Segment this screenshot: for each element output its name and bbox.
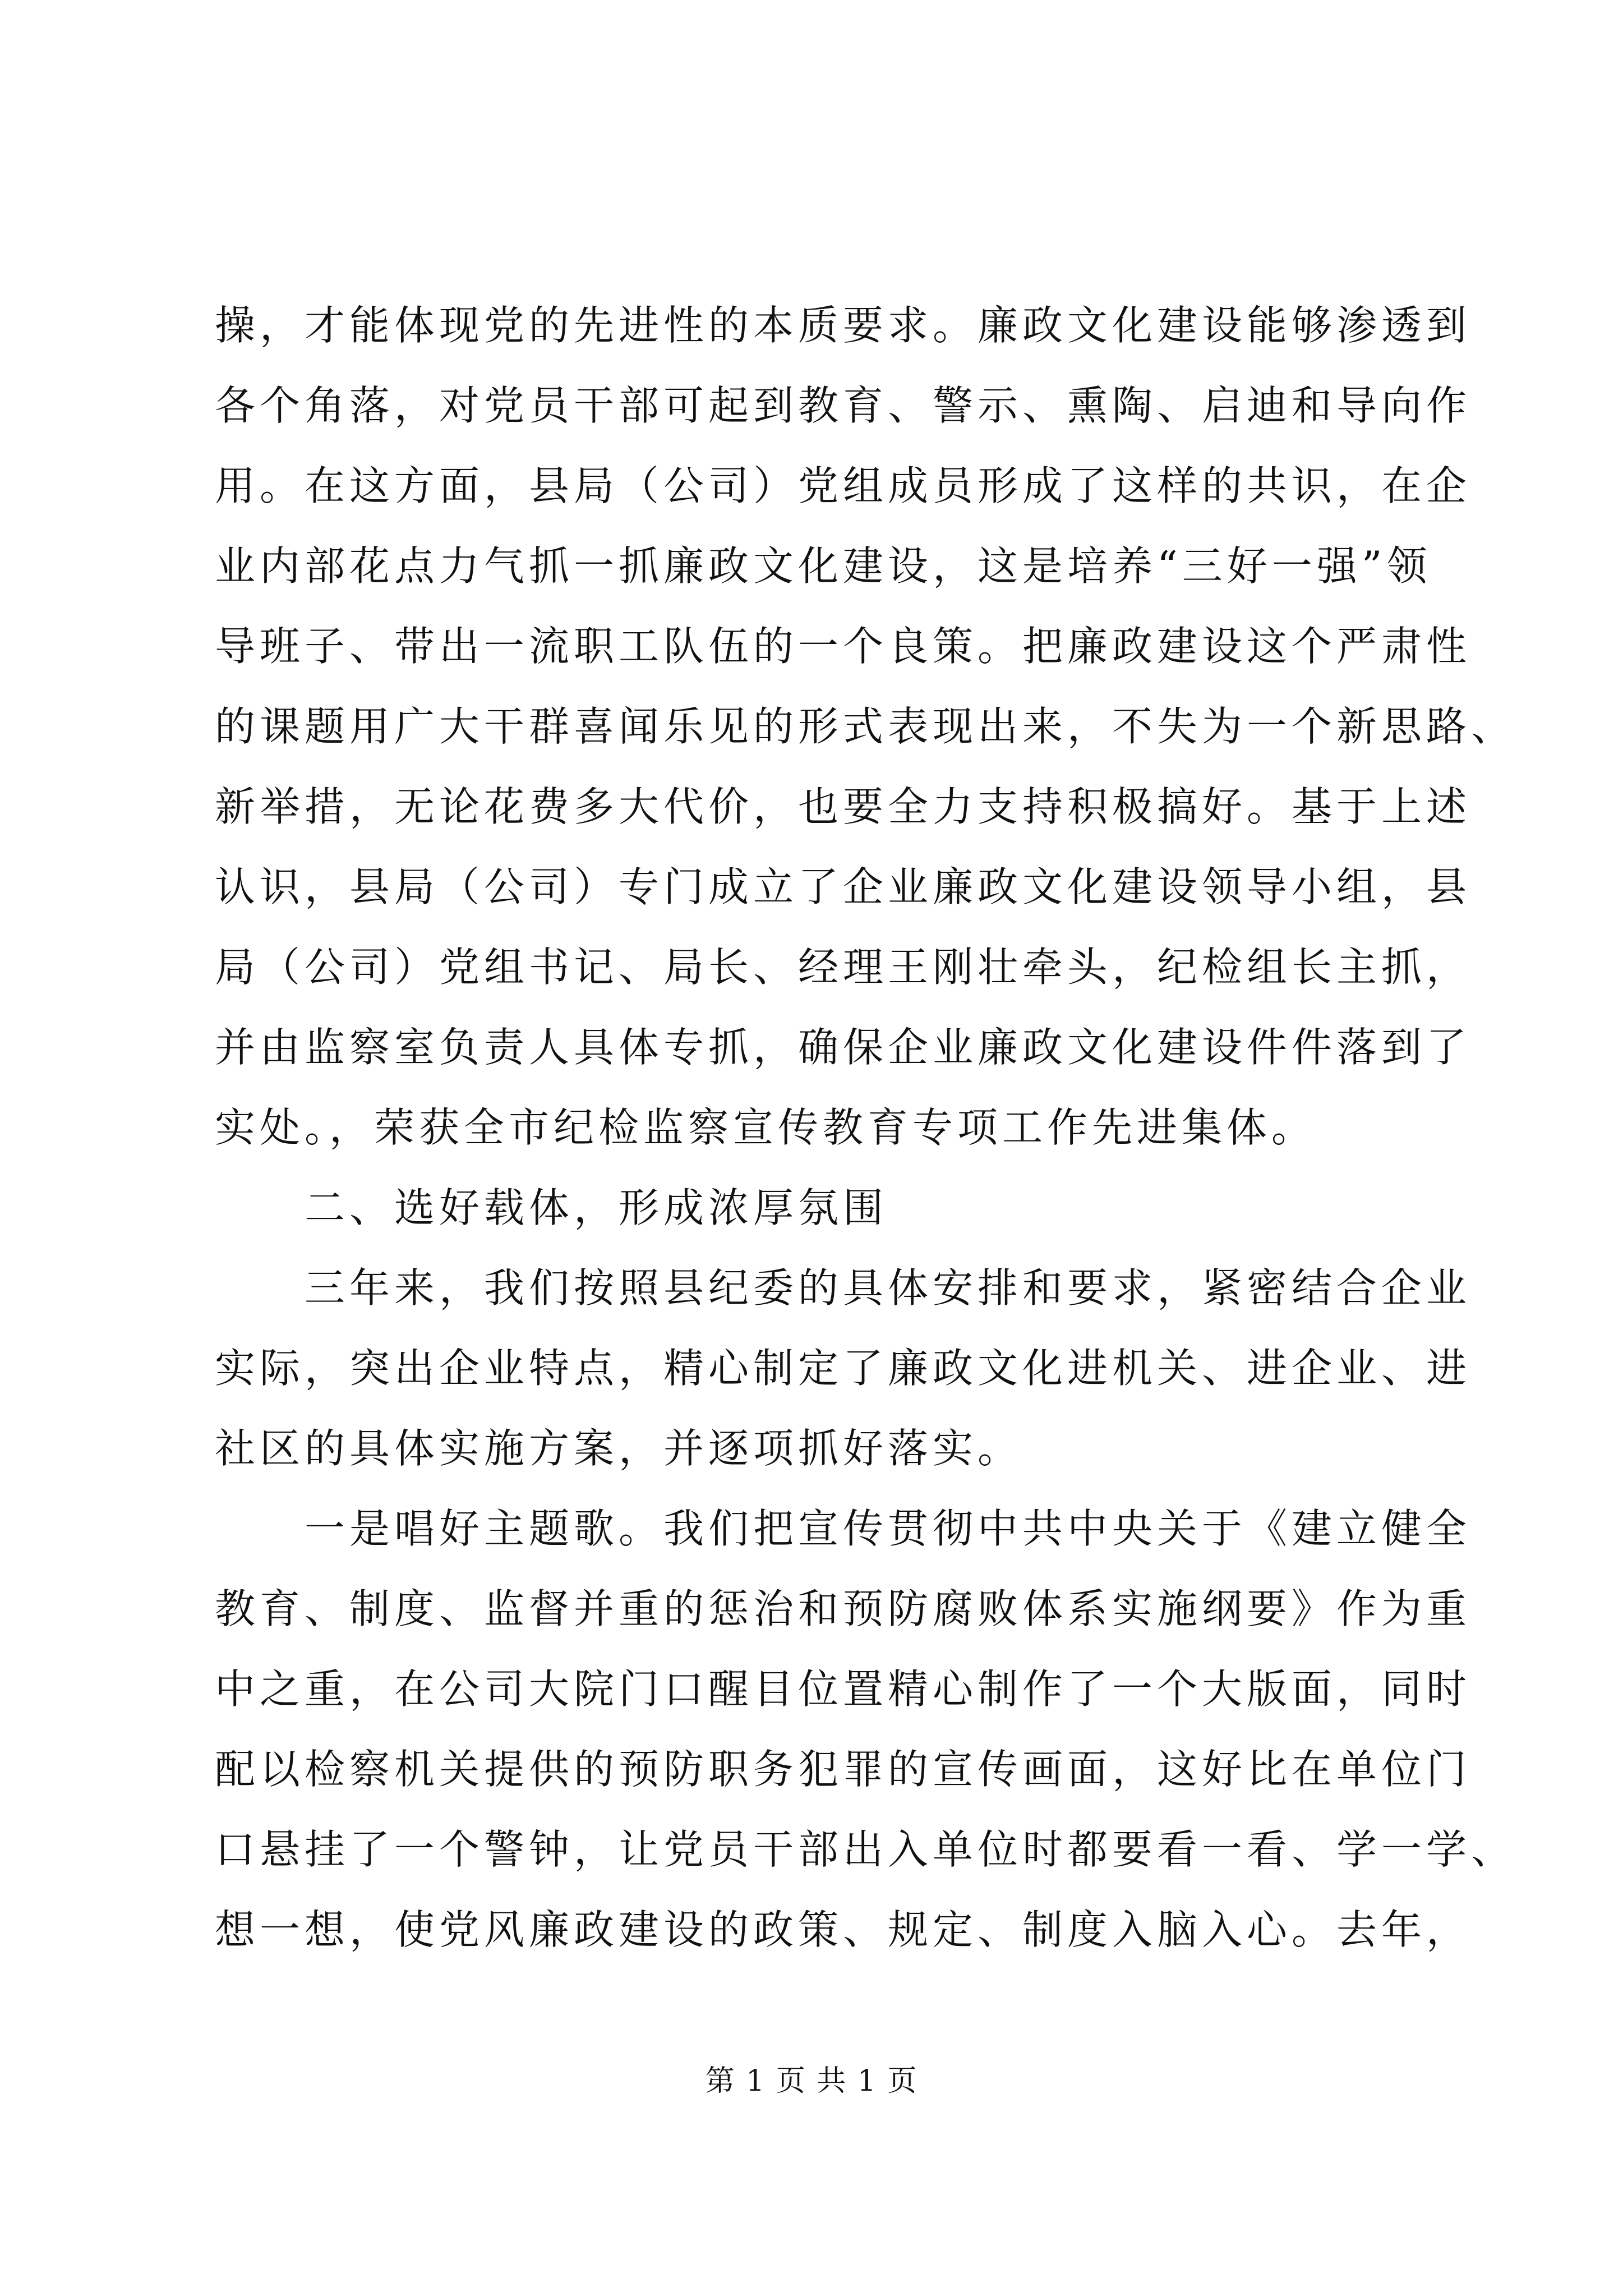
- paragraph-line: 业内部花点力气抓一抓廉政文化建设，这是培养“三好一强”领: [215, 542, 1432, 590]
- paragraph-line: 想一想，使党风廉政建设的政策、规定、制度入脑入心。去年，: [215, 1906, 1472, 1953]
- paragraph-line: 局（公司）党组书记、局长、经理王刚壮牵头，纪检组长主抓，: [215, 944, 1472, 991]
- paragraph-line: 操，才能体现党的先进性的本质要求。廉政文化建设能够渗透到: [215, 302, 1472, 349]
- paragraph-line: 认识，县局（公司）专门成立了企业廉政文化建设领导小组，县: [215, 863, 1472, 910]
- paragraph-line: 的课题用广大干群喜闻乐见的形式表现出来，不失为一个新思路、: [215, 703, 1516, 750]
- paragraph-line: 三年来，我们按照县纪委的具体安排和要求，紧密结合企业: [305, 1264, 1472, 1312]
- paragraph-line: 导班子、带出一流职工队伍的一个良策。把廉政建设这个严肃性: [215, 623, 1472, 670]
- paragraph-line: 用。在这方面，县局（公司）党组成员形成了这样的共识，在企: [215, 462, 1472, 509]
- page-footer: 第 1 页 共 1 页: [705, 2064, 918, 2098]
- section-heading: 二、选好载体，形成浓厚氛围: [305, 1184, 888, 1231]
- paragraph-line: 口悬挂了一个警钟，让党员干部出入单位时都要看一看、学一学、: [215, 1826, 1516, 1873]
- paragraph-line: 并由监察室负责人具体专抓，确保企业廉政文化建设件件落到了: [215, 1024, 1472, 1071]
- paragraph-line: 实处。，荣获全市纪检监察宣传教育专项工作先进集体。: [215, 1104, 1317, 1151]
- paragraph-line: 社区的具体实施方案，并逐项抓好落实。: [215, 1425, 1023, 1472]
- paragraph-line: 中之重，在公司大院门口醒目位置精心制作了一个大版面，同时: [215, 1665, 1472, 1713]
- paragraph-line: 教育、制度、监督并重的惩治和预防腐败体系实施纲要》作为重: [215, 1585, 1472, 1632]
- paragraph-line: 一是唱好主题歌。我们把宣传贯彻中共中央关于《建立健全: [305, 1505, 1472, 1552]
- paragraph-line: 各个角落，对党员干部可起到教育、警示、熏陶、启迪和导向作: [215, 382, 1472, 429]
- paragraph-line: 新举措，无论花费多大代价，也要全力支持积极搞好。基于上述: [215, 783, 1472, 830]
- paragraph-line: 实际，突出企业特点，精心制定了廉政文化进机关、进企业、进: [215, 1345, 1472, 1392]
- paragraph-line: 配以检察机关提供的预防职务犯罪的宣传画面，这好比在单位门: [215, 1746, 1472, 1793]
